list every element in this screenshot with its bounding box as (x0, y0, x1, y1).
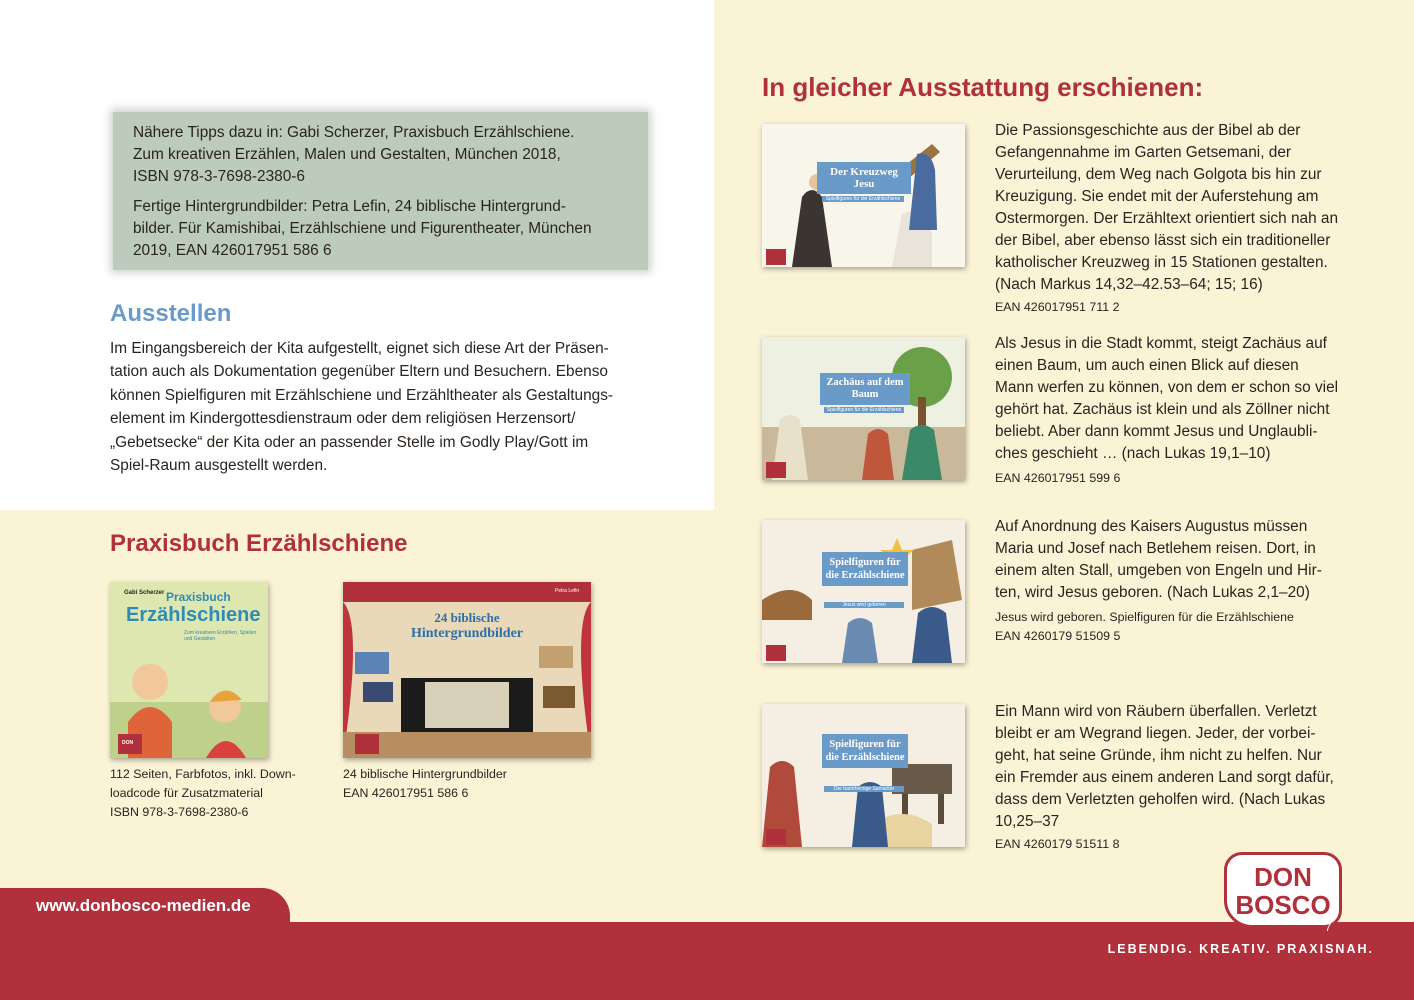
cover-author: Gabi Scherzer (124, 590, 165, 596)
page-number: 7 (1325, 922, 1332, 934)
desc-line: einen Baum, um auch einen Blick auf diesen (995, 357, 1299, 374)
desc-jesus-geboren (995, 516, 1365, 646)
desc-line: Verurteilung, dem Weg nach Golgota bis hin zur (995, 166, 1322, 183)
cover-title: Zachäus auf dem Baum (820, 373, 910, 405)
ean: EAN 426017951 599 6 (995, 471, 1121, 485)
desc-line: beliebt. Aber dann kommt Jesus und Unglaubli- (995, 423, 1318, 440)
book-cover-kreuzweg (762, 124, 965, 267)
desc-line: Kreuzigung. Sie endet mit der Auferstehung am (995, 188, 1319, 205)
desc-kreuzweg (995, 120, 1365, 317)
desc-line: Als Jesus in die Stadt kommt, steigt Zachäus auf (995, 335, 1327, 352)
desc-line: katholischer Kreuzweg in 15 Stationen gestalten. (995, 254, 1328, 271)
info-box (113, 112, 648, 270)
text-line: können Spielfiguren mit Erzählschiene und Erzähltheater als Gestaltungs- (110, 386, 614, 404)
caption-line: ISBN 978-3-7698-2380-6 (110, 805, 249, 819)
caption-line: EAN 426017951 586 6 (343, 786, 469, 800)
desc-line: geht, hat seine Gründe, ihm nicht zu helfen. Nur (995, 747, 1322, 764)
book-cover-zachaeus (762, 337, 965, 480)
website-link[interactable]: www.donbosco-medien.de (0, 888, 290, 924)
cover-subtitle: Spielfiguren für die Erzählschiene (824, 407, 904, 413)
caption-hintergrundbilder (343, 765, 507, 803)
desc-line: gehört hat. Zachäus ist klein und als Zöllner nicht (995, 401, 1330, 418)
desc-line: Mann werfen zu können, von dem er schon so viel (995, 379, 1339, 396)
cover-subtitle: Zum kreativen Erzählen, Spielen und Gestalten (184, 630, 257, 642)
info-line: Fertige Hintergrundbilder: Petra Lefin, 24 biblische Hintergrund- (133, 198, 566, 215)
logo-line-1: DON (1254, 862, 1312, 892)
text-line: „Gebetsecke“ der Kita oder an passender Stelle im Godly Play/Gott im (110, 433, 589, 451)
ausstellen-text (110, 337, 670, 477)
book-cover-samariter (762, 704, 965, 847)
text-line: tation auch als Dokumentation gegenüber Eltern und Besuchern. Ebenso (110, 363, 608, 381)
cover-illustration (762, 520, 965, 663)
heading-praxisbuch: Praxisbuch Erzählschiene (110, 530, 408, 557)
don-bosco-logo (1224, 852, 1342, 928)
desc-line: 10,25–37 (995, 813, 1060, 830)
caption-praxisbuch (110, 765, 296, 822)
desc-line: bleibt er am Wegrand liegen. Jeder, der vorbei- (995, 725, 1316, 742)
desc-line: Die Passionsgeschichte aus der Bibel ab der (995, 122, 1301, 139)
info-reference-2 (133, 196, 628, 262)
desc-samariter (995, 701, 1365, 854)
ean: EAN 4260179 51511 8 (995, 837, 1120, 851)
book-cover-jesus-geboren (762, 520, 965, 663)
cover-illustration (762, 704, 965, 847)
desc-line: Auf Anordnung des Kaisers Augustus müssen (995, 518, 1308, 535)
heading-gleiche-ausstattung: In gleicher Ausstattung erschienen: (762, 72, 1204, 102)
desc-line: Ostermorgen. Der Erzähltext orientiert sich nah an (995, 210, 1339, 227)
info-line: Zum kreativen Erzählen, Malen und Gestalten, München 2018, (133, 146, 561, 163)
series-title: Jesus wird geboren. Spielfiguren für die Erzählschiene (995, 610, 1294, 624)
caption-line: loadcode für Zusatzmaterial (110, 786, 263, 800)
ean: EAN 426017951 711 2 (995, 300, 1120, 314)
ean: EAN 4260179 51509 5 (995, 629, 1121, 643)
heading-ausstellen: Ausstellen (110, 300, 232, 327)
desc-line: der Bibel, aber ebenso lässt sich ein traditioneller (995, 232, 1331, 249)
info-line: Nähere Tipps dazu in: Gabi Scherzer, Praxisbuch Erzählschiene. (133, 124, 575, 141)
desc-line: ein Fremder aus einem anderen Land sorgt dafür, (995, 769, 1334, 786)
cover-subtitle: Spielfiguren für die Erzählschiene (822, 196, 904, 202)
desc-line: Ein Mann wird von Räubern überfallen. Verletzt (995, 703, 1317, 720)
cover-author: Petra Lefin (555, 588, 580, 594)
desc-line: (Nach Markus 14,32–42.53–64; 15; 16) (995, 276, 1263, 293)
logo-line-2: BOSCO (1235, 890, 1331, 920)
cover-subtitle: Der barmherzige Samariter (824, 786, 904, 792)
desc-zachaeus (995, 333, 1365, 488)
text-line: Im Eingangsbereich der Kita aufgestellt, eignet sich diese Art der Präsen- (110, 340, 609, 357)
book-cover-praxisbuch (110, 582, 268, 758)
info-reference-1 (133, 122, 628, 188)
desc-line: einem alten Stall, umgeben von Engeln und Hir- (995, 562, 1322, 579)
cover-title: Spielfiguren für die Erzählschiene (822, 734, 908, 768)
cover-title-1: Praxisbuch (166, 590, 231, 604)
cover-title: Spielfiguren für die Erzählschiene (822, 552, 908, 586)
desc-line: ches geschieht … (nach Lukas 19,1–10) (995, 445, 1271, 462)
desc-line: Maria und Josef nach Betlehem reisen. Dort, in (995, 540, 1316, 557)
info-line: 2019, EAN 426017951 586 6 (133, 242, 332, 259)
tagline: LEBENDIG. KREATIV. PRAXISNAH. (1107, 942, 1374, 956)
caption-line: 112 Seiten, Farbfotos, inkl. Down- (110, 767, 296, 781)
info-line: ISBN 978-3-7698-2380-6 (133, 168, 305, 185)
desc-line: dass dem Verletzten geholfen wird. (Nach Lukas (995, 791, 1326, 808)
cover-illustration (343, 582, 591, 758)
text-line: Spiel-Raum ausgestellt werden. (110, 457, 328, 475)
cover-title-2: Hintergrundbilder (410, 626, 523, 641)
cover-title-2: Erzählschiene (126, 604, 261, 626)
cover-title: Der Kreuzweg Jesu (817, 162, 911, 194)
book-cover-hintergrundbilder (343, 582, 591, 758)
text-line: element im Kindergottesdienstraum oder dem religiösen Herzensort/ (110, 410, 576, 428)
cover-title-1: 24 biblische (434, 610, 500, 625)
footer-bar (0, 922, 1414, 1000)
info-line: bilder. Für Kamishibai, Erzählschiene und Figurentheater, München (133, 220, 592, 237)
cover-subtitle: Jesus wird geboren (824, 602, 904, 608)
cover-brand: DON (122, 740, 134, 746)
desc-line: ten, wird Jesus geboren. (Nach Lukas 2,1–20) (995, 584, 1310, 601)
desc-line: Gefangennahme im Garten Getsemani, der (995, 144, 1291, 161)
caption-line: 24 biblische Hintergrundbilder (343, 767, 507, 781)
